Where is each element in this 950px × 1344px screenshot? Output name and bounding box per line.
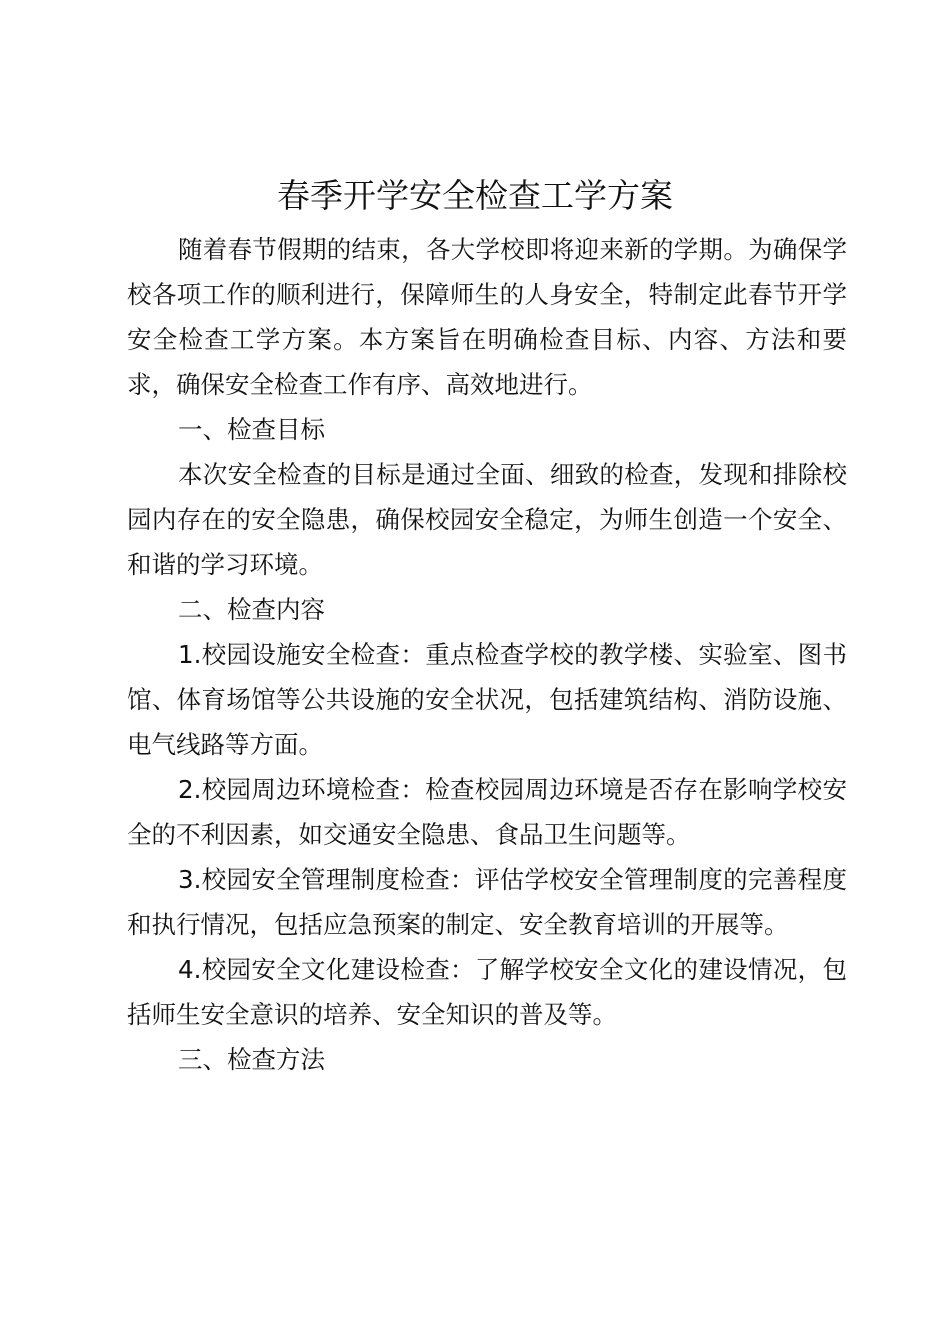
section-heading-goals: 一、检查目标 (178, 415, 325, 444)
document-title: 春季开学安全检查工学方案 (277, 176, 673, 215)
section-heading-content: 二、检查内容 (178, 595, 325, 624)
intro-paragraph: 随着春节假期的结束，各大学校即将迎来新的学期。为确保学校各项工作的顺利进行，保障师生的人身安全，特制定此春节开学安全检查工学方案。本方案旨在明确检查目标、内容、方法和要求，确保安全检查工作有序、高效地进行。 (127, 235, 847, 399)
goals-paragraph: 本次安全检查的目标是通过全面、细致的检查，发现和排除校园内存在的安全隐患，确保校园安全稳定，为师生创造一个安全、和谐的学习环境。 (127, 460, 847, 579)
section-heading-methods: 三、检查方法 (178, 1045, 325, 1074)
document-body (127, 227, 847, 1082)
content-item-management: 3.校园安全管理制度检查：评估学校安全管理制度的完善程度和执行情况，包括应急预案的制定、安全教育培训的开展等。 (127, 865, 847, 939)
content-item-surroundings: 2.校园周边环境检查：检查校园周边环境是否存在影响学校安全的不利因素，如交通安全隐患、食品卫生问题等。 (127, 775, 847, 849)
content-item-culture: 4.校园安全文化建设检查：了解学校安全文化的建设情况，包括师生安全意识的培养、安全知识的普及等。 (127, 955, 847, 1029)
content-item-facilities: 1.校园设施安全检查：重点检查学校的教学楼、实验室、图书馆、体育场馆等公共设施的安全状况，包括建筑结构、消防设施、电气线路等方面。 (127, 640, 847, 759)
